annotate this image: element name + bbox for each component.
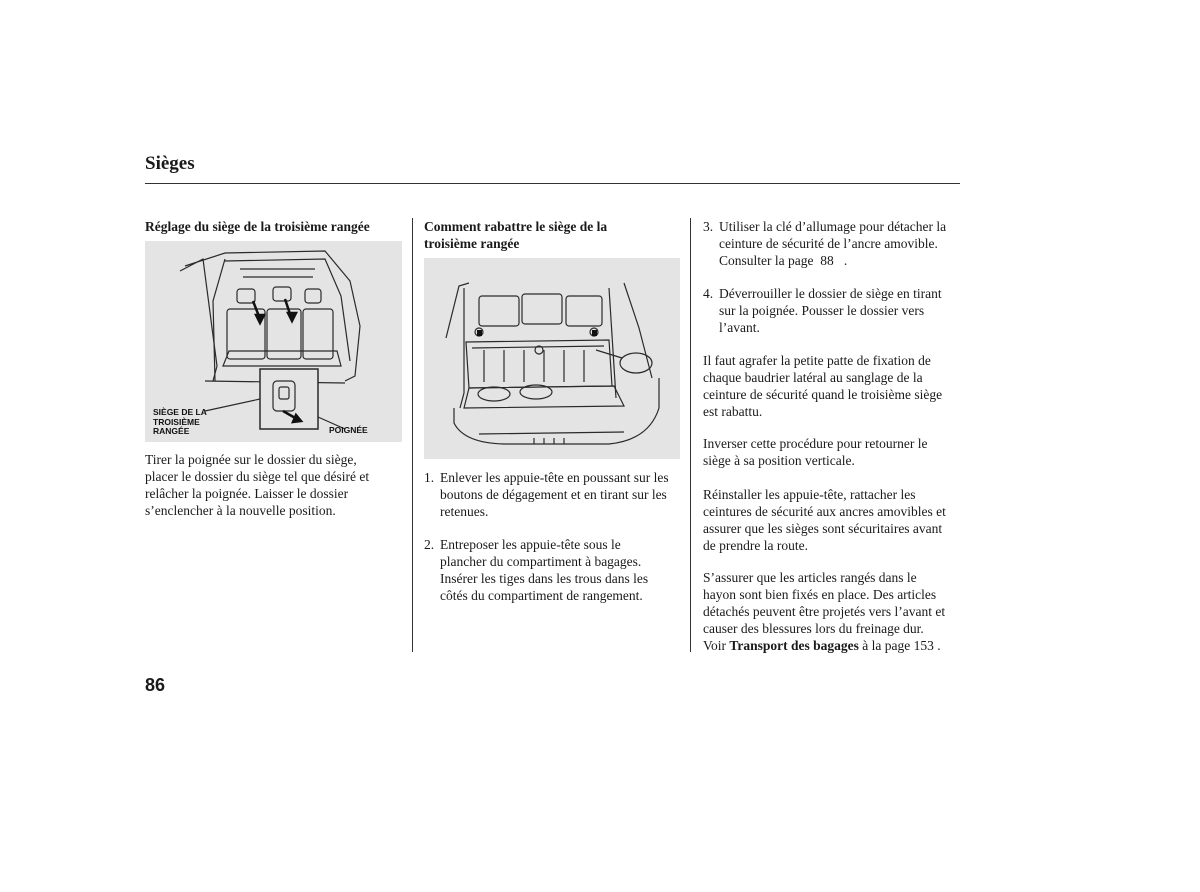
paragraph-articles — [703, 569, 965, 654]
para-line: Inverser cette procédure pour retourner le — [703, 436, 928, 451]
step-line: retenues. — [440, 504, 489, 519]
para-line: hayon sont bien fixés en place. Des articles — [703, 587, 937, 602]
cargo-reference-link[interactable]: Transport des bagages — [729, 638, 859, 653]
seat-label-line2: TROISIÈME — [153, 416, 200, 427]
fold-seat-illustration — [424, 258, 680, 459]
step-text — [440, 536, 648, 604]
third-row-seat-illustration — [145, 241, 402, 442]
para-line: ceintures de sécurité aux ancres amovibles et — [703, 504, 946, 519]
see-reference-line — [703, 637, 965, 654]
step-text — [440, 469, 669, 520]
step-number: 2. — [424, 537, 435, 552]
para-line: siège à sa position verticale. — [703, 453, 855, 468]
see-prefix: Voir — [703, 638, 730, 653]
col2-heading-line: troisième rangée — [424, 236, 520, 251]
para-line: Il faut agrafer la petite patte de fixation de — [703, 353, 931, 368]
step-text — [719, 285, 942, 336]
para-line: causer des blessures lors du freinage dur. — [703, 621, 924, 636]
step-line: Consulter la page 88 . — [719, 253, 848, 268]
column-divider-1 — [412, 218, 413, 652]
seat-label-line1: SIÈGE DE LA — [153, 407, 207, 417]
col1-heading: Réglage du siège de la troisième rangée — [145, 219, 370, 234]
handle-label: POIGNÉE — [329, 425, 368, 435]
step-line: côtés du compartiment de rangement. — [440, 588, 643, 603]
seat-label-line3: RANGÉE — [153, 426, 190, 436]
para-line: assurer que les sièges sont sécuritaires avant — [703, 521, 943, 536]
para-line: de prendre la route. — [703, 538, 808, 553]
step-line: Enlever les appuie-tête en poussant sur les — [440, 470, 669, 485]
step-line: plancher du compartiment à bagages. — [440, 554, 642, 569]
paragraph-reinstaller — [703, 486, 965, 554]
col1-line: placer le dossier du siège tel que désiré et — [145, 469, 370, 484]
step-line: boutons de dégagement et en tirant sur les — [440, 487, 667, 502]
col1-paragraph — [145, 451, 407, 519]
paragraph-inverser — [703, 435, 965, 469]
para-line: ceinture de sécurité quand le troisième siège — [703, 387, 943, 402]
title-rule — [145, 183, 960, 184]
step-line: Insérer les tiges dans les trous dans les — [440, 571, 649, 586]
col1-line: relâcher la poignée. Laisser le dossier — [145, 486, 349, 501]
para-line: chaque baudrier latéral au sanglage de la — [703, 370, 923, 385]
col1-line: Tirer la poignée sur le dossier du siège, — [145, 452, 357, 467]
col2-heading-line: Comment rabattre le siège de la — [424, 219, 608, 234]
step-line: ceinture de sécurité de l’ancre amovible. — [719, 236, 938, 251]
column-divider-2 — [690, 218, 691, 652]
step-text — [719, 218, 946, 269]
fold-seat-drawing — [424, 258, 680, 459]
para-line: détachés peuvent être projetés vers l’avant et — [703, 604, 946, 619]
paragraph-patte — [703, 352, 965, 420]
col1-line: s’enclencher à la nouvelle position. — [145, 503, 336, 518]
step-number: 4. — [703, 286, 714, 301]
page-title: Sièges — [145, 153, 195, 174]
step-number: 1. — [424, 470, 435, 485]
step-line: sur la poignée. Pousser le dossier vers — [719, 303, 925, 318]
para-line: Réinstaller les appuie-tête, rattacher les — [703, 487, 916, 502]
step-line: Utiliser la clé d’allumage pour détacher la — [719, 219, 947, 234]
para-line: est rabattu. — [703, 404, 763, 419]
page-number: 86 — [145, 675, 166, 695]
seat-label — [153, 408, 207, 437]
step-number: 3. — [703, 219, 714, 234]
col2-heading — [424, 218, 607, 252]
step-line: Entreposer les appuie-tête sous le — [440, 537, 621, 552]
see-suffix: à la page 153 . — [858, 638, 941, 653]
step-line: Déverrouiller le dossier de siège en tirant — [719, 286, 942, 301]
step-line: l’avant. — [719, 320, 760, 335]
para-line: S’assurer que les articles rangés dans le — [703, 570, 917, 585]
